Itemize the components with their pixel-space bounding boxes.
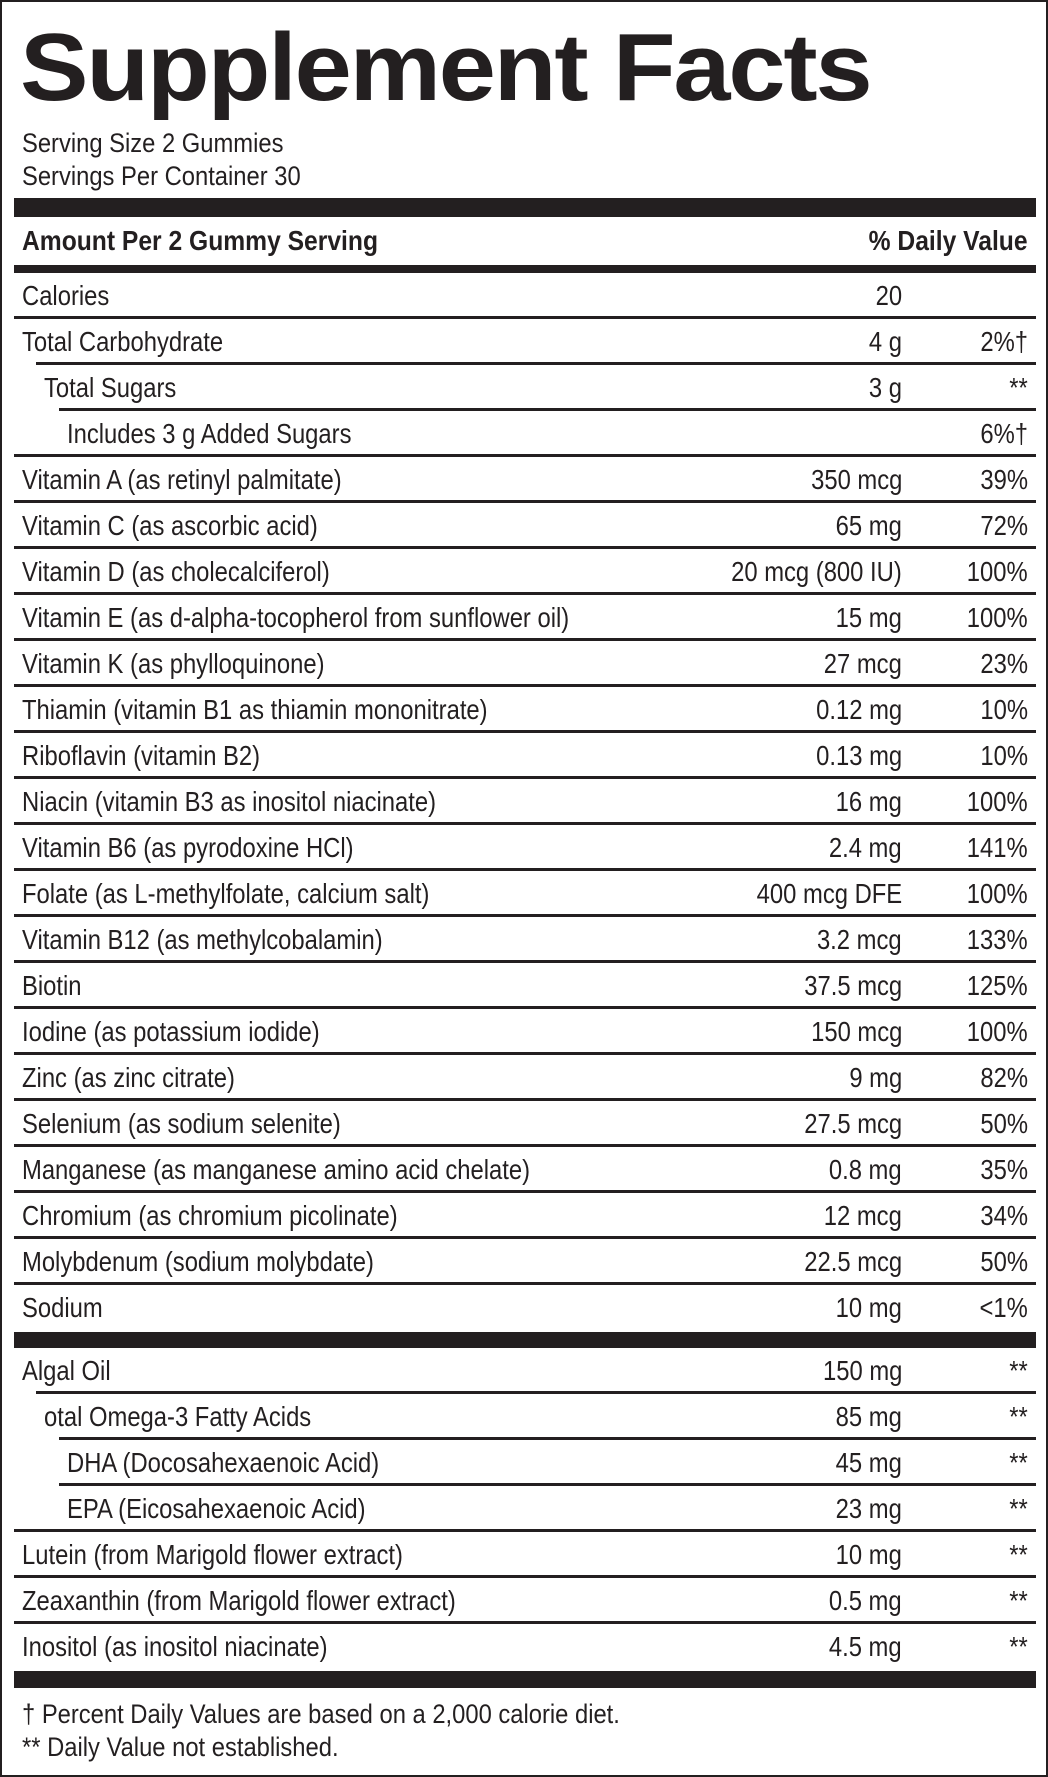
nutrient-name: DHA (Docosahexaenoic Acid) [67,1447,380,1478]
nutrient-amount: 45 mg [835,1447,902,1478]
nutrient-daily-value: <1% [979,1292,1028,1323]
servings-per-container: Servings Per Container 30 [22,161,301,191]
table-row [14,1101,1036,1147]
nutrient-name: Biotin [22,970,82,1001]
table-row [14,457,1036,503]
nutrient-amount: 15 mg [835,602,902,633]
nutrient-amount: 27.5 mcg [804,1108,902,1139]
table-row [14,1578,1036,1624]
nutrient-name: Algal Oil [22,1355,111,1386]
nutrient-name: Folate (as L-methylfolate, calcium salt) [22,878,430,909]
nutrient-amount: 0.8 mg [829,1154,902,1185]
table-row [14,1348,1036,1394]
table-row [14,1285,1036,1331]
table-row [14,1055,1036,1101]
nutrient-name: Zeaxanthin (from Marigold flower extract) [22,1585,456,1616]
nutrient-daily-value: ** [1009,1631,1028,1662]
table-row [14,273,1036,319]
nutrient-amount: 12 mcg [823,1200,902,1231]
nutrient-daily-value: 100% [967,1016,1028,1047]
nutrient-amount: 400 mcg DFE [756,878,902,909]
nutrient-name: Iodine (as potassium iodide) [22,1016,320,1047]
nutrient-name: Niacin (vitamin B3 as inositol niacinate) [22,786,437,817]
nutrient-daily-value: ** [1009,372,1028,403]
nutrient-name: Includes 3 g Added Sugars [67,418,352,449]
nutrient-amount: 22.5 mcg [804,1246,902,1277]
nutrient-daily-value: 6%† [980,418,1028,449]
nutrient-name: Calories [22,280,110,311]
nutrient-daily-value: 34% [980,1200,1028,1231]
nutrient-name: Sodium [22,1292,103,1323]
nutrient-amount: 9 mg [849,1062,902,1093]
nutrient-daily-value: 23% [980,648,1028,679]
nutrient-daily-value: 100% [967,556,1028,587]
nutrient-daily-value: ** [1009,1539,1028,1570]
nutrient-name: Vitamin D (as cholecalciferol) [22,556,330,587]
amount-per-serving-label: Amount Per 2 Gummy Serving [22,225,379,256]
nutrient-daily-value: 39% [980,464,1028,495]
nutrient-amount: 2.4 mg [829,832,902,863]
table-row [14,503,1036,549]
nutrient-name: Vitamin C (as ascorbic acid) [22,510,318,541]
nutrient-amount: 10 mg [835,1292,902,1323]
nutrient-name: Riboflavin (vitamin B2) [22,740,261,771]
table-row [14,641,1036,687]
section-divider [14,1332,1036,1348]
nutrient-name: Vitamin B12 (as methylcobalamin) [22,924,383,955]
nutrient-daily-value: ** [1009,1355,1028,1386]
nutrient-amount: 3.2 mcg [817,924,902,955]
footnote-not-established: ** Daily Value not established. [22,1732,339,1762]
nutrient-amount: 0.13 mg [816,740,902,771]
nutrient-daily-value: 35% [980,1154,1028,1185]
nutrient-amount: 65 mg [835,510,902,541]
nutrient-amount: 4 g [868,326,902,357]
bottom-divider [14,1671,1036,1688]
nutrient-daily-value: 133% [967,924,1028,955]
table-row [14,1394,1036,1440]
nutrient-name: Manganese (as manganese amino acid chelate) [22,1154,531,1185]
nutrient-daily-value: 2%† [980,326,1028,357]
table-row [14,319,1036,365]
nutrient-daily-value: ** [1009,1447,1028,1478]
nutrient-name: Vitamin K (as phylloquinone) [22,648,325,679]
nutrient-amount: 27 mcg [823,648,902,679]
table-header [14,217,1036,265]
nutrient-amount: 4.5 mg [829,1631,902,1662]
thick-divider [14,198,1036,217]
nutrient-daily-value: 50% [980,1108,1028,1139]
nutrient-name: otal Omega-3 Fatty Acids [44,1401,312,1432]
nutrient-daily-value: ** [1009,1401,1028,1432]
serving-size: Serving Size 2 Gummies [22,128,284,158]
table-row [14,549,1036,595]
table-row [14,1193,1036,1239]
table-row [14,733,1036,779]
nutrient-name: Selenium (as sodium selenite) [22,1108,341,1139]
table-row [14,365,1036,411]
table-row [14,1486,1036,1532]
nutrient-daily-value: 50% [980,1246,1028,1277]
table-row [14,871,1036,917]
nutrient-amount: 150 mcg [810,1016,902,1047]
nutrient-daily-value: 82% [980,1062,1028,1093]
nutrient-amount: 16 mg [835,786,902,817]
table-row [14,917,1036,963]
table-row [14,1147,1036,1193]
header-divider [14,265,1036,273]
nutrient-name: Inositol (as inositol niacinate) [22,1631,328,1662]
footnote-daily-value: † Percent Daily Values are based on a 2,000 calorie diet. [22,1699,620,1729]
nutrient-name: EPA (Eicosahexaenoic Acid) [67,1493,366,1524]
table-row [14,687,1036,733]
nutrient-amount: 10 mg [835,1539,902,1570]
table-row [14,825,1036,871]
nutrient-daily-value: ** [1009,1585,1028,1616]
daily-value-label: % Daily Value [869,225,1028,256]
table-row [14,1624,1036,1670]
nutrient-name: Thiamin (vitamin B1 as thiamin mononitrate) [22,694,488,725]
nutrient-daily-value: 100% [967,878,1028,909]
nutrient-amount: 350 mcg [810,464,902,495]
nutrient-daily-value: 10% [980,740,1028,771]
nutrient-amount: 0.5 mg [829,1585,902,1616]
nutrient-amount: 23 mg [835,1493,902,1524]
panel-title: Supplement Facts [20,14,871,121]
nutrient-name: Zinc (as zinc citrate) [22,1062,235,1093]
nutrient-name: Vitamin E (as d-alpha-tocopherol from sunflower oil) [22,602,570,633]
nutrient-amount: 20 mcg (800 IU) [731,556,902,587]
nutrient-daily-value: 125% [967,970,1028,1001]
nutrient-name: Vitamin A (as retinyl palmitate) [22,464,342,495]
nutrient-amount: 37.5 mcg [804,970,902,1001]
nutrient-daily-value: 10% [980,694,1028,725]
nutrient-daily-value: 141% [967,832,1028,863]
table-row [14,1239,1036,1285]
nutrient-daily-value: 72% [980,510,1028,541]
table-row [14,779,1036,825]
nutrient-amount: 20 [875,280,902,311]
nutrient-amount: 0.12 mg [816,694,902,725]
nutrient-name: Chromium (as chromium picolinate) [22,1200,398,1231]
nutrient-name: Lutein (from Marigold flower extract) [22,1539,403,1570]
table-row [14,411,1036,457]
nutrient-daily-value: 100% [967,786,1028,817]
table-row [14,1440,1036,1486]
table-row [14,1009,1036,1055]
nutrient-name: Molybdenum (sodium molybdate) [22,1246,374,1277]
nutrient-name: Vitamin B6 (as pyrodoxine HCl) [22,832,354,863]
nutrient-amount: 85 mg [835,1401,902,1432]
table-row [14,595,1036,641]
nutrient-name: Total Carbohydrate [22,326,224,357]
nutrient-daily-value: 100% [967,602,1028,633]
nutrient-name: Total Sugars [44,372,177,403]
nutrient-daily-value: ** [1009,1493,1028,1524]
table-row [14,1532,1036,1578]
nutrient-amount: 150 mg [822,1355,902,1386]
nutrient-amount: 3 g [868,372,902,403]
table-row [14,963,1036,1009]
